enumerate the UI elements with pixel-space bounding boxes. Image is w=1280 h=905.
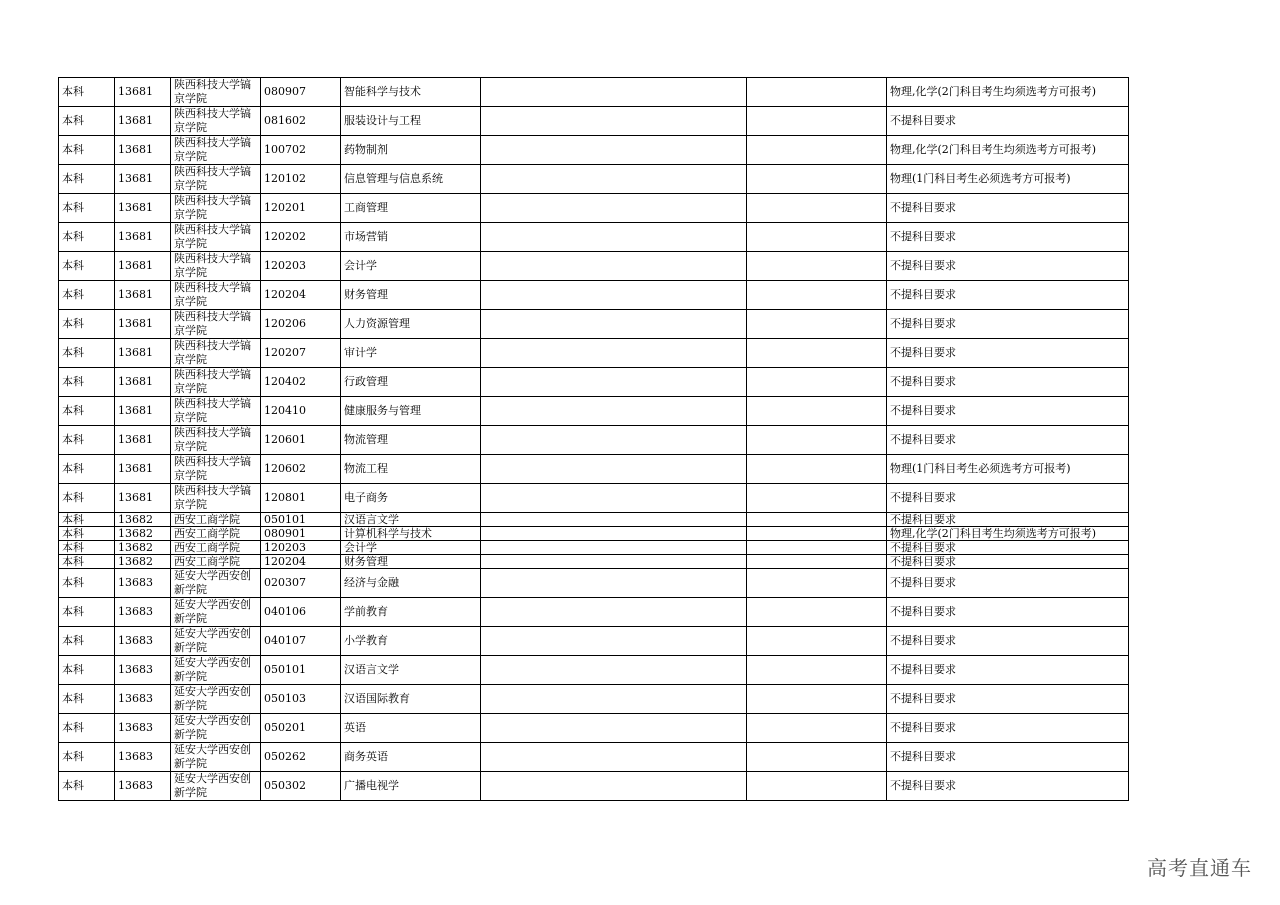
school-code-cell: 13681: [115, 194, 171, 223]
subject-requirement-cell: 不提科目要求: [887, 513, 1129, 527]
subject-requirement-cell: 不提科目要求: [887, 569, 1129, 598]
school-code-cell: 13681: [115, 310, 171, 339]
major-code-cell: 020307: [261, 569, 341, 598]
subject-requirement-cell: 不提科目要求: [887, 685, 1129, 714]
note-cell: [747, 772, 887, 801]
remark-cell: [481, 569, 747, 598]
note-cell: [747, 136, 887, 165]
note-cell: [747, 78, 887, 107]
school-name-cell: 陕西科技大学镐京学院: [171, 194, 261, 223]
note-cell: [747, 598, 887, 627]
major-name-cell: 药物制剂: [341, 136, 481, 165]
school-name-cell: 陕西科技大学镐京学院: [171, 78, 261, 107]
major-name-cell: 计算机科学与技术: [341, 527, 481, 541]
table-row: [59, 569, 1129, 598]
note-cell: [747, 281, 887, 310]
table-row: [59, 426, 1129, 455]
major-name-cell: 学前教育: [341, 598, 481, 627]
subject-requirement-cell: 不提科目要求: [887, 194, 1129, 223]
table-row: [59, 527, 1129, 541]
school-name-cell: 西安工商学院: [171, 527, 261, 541]
school-code-cell: 13683: [115, 714, 171, 743]
table-row: [59, 627, 1129, 656]
table-row: [59, 194, 1129, 223]
remark-cell: [481, 772, 747, 801]
major-name-cell: 智能科学与技术: [341, 78, 481, 107]
remark-cell: [481, 527, 747, 541]
level-cell: 本科: [59, 569, 115, 598]
table-row: [59, 339, 1129, 368]
school-code-cell: 13681: [115, 223, 171, 252]
major-name-cell: 会计学: [341, 252, 481, 281]
remark-cell: [481, 627, 747, 656]
level-cell: 本科: [59, 78, 115, 107]
major-name-cell: 行政管理: [341, 368, 481, 397]
note-cell: [747, 569, 887, 598]
major-code-cell: 050302: [261, 772, 341, 801]
remark-cell: [481, 78, 747, 107]
subject-requirement-cell: 物理(1门科目考生必须选考方可报考): [887, 455, 1129, 484]
major-name-cell: 汉语国际教育: [341, 685, 481, 714]
level-cell: 本科: [59, 598, 115, 627]
note-cell: [747, 513, 887, 527]
major-name-cell: 物流工程: [341, 455, 481, 484]
school-name-cell: 陕西科技大学镐京学院: [171, 484, 261, 513]
note-cell: [747, 339, 887, 368]
school-code-cell: 13681: [115, 455, 171, 484]
school-name-cell: 陕西科技大学镐京学院: [171, 165, 261, 194]
subject-requirement-cell: 物理,化学(2门科目考生均须选考方可报考): [887, 527, 1129, 541]
major-name-cell: 服装设计与工程: [341, 107, 481, 136]
school-name-cell: 延安大学西安创新学院: [171, 656, 261, 685]
remark-cell: [481, 339, 747, 368]
level-cell: 本科: [59, 513, 115, 527]
school-name-cell: 陕西科技大学镐京学院: [171, 107, 261, 136]
major-code-cell: 080901: [261, 527, 341, 541]
remark-cell: [481, 685, 747, 714]
major-name-cell: 财务管理: [341, 555, 481, 569]
major-name-cell: 汉语言文学: [341, 656, 481, 685]
remark-cell: [481, 165, 747, 194]
remark-cell: [481, 714, 747, 743]
major-name-cell: 电子商务: [341, 484, 481, 513]
major-name-cell: 审计学: [341, 339, 481, 368]
remark-cell: [481, 310, 747, 339]
level-cell: 本科: [59, 555, 115, 569]
school-name-cell: 陕西科技大学镐京学院: [171, 339, 261, 368]
major-code-cell: 120203: [261, 252, 341, 281]
remark-cell: [481, 656, 747, 685]
major-code-cell: 120602: [261, 455, 341, 484]
subject-requirement-cell: 不提科目要求: [887, 772, 1129, 801]
level-cell: 本科: [59, 339, 115, 368]
table-row: [59, 513, 1129, 527]
school-name-cell: 延安大学西安创新学院: [171, 627, 261, 656]
level-cell: 本科: [59, 107, 115, 136]
major-code-cell: 050103: [261, 685, 341, 714]
school-code-cell: 13681: [115, 281, 171, 310]
subject-requirement-cell: 不提科目要求: [887, 252, 1129, 281]
major-name-cell: 广播电视学: [341, 772, 481, 801]
school-name-cell: 陕西科技大学镐京学院: [171, 368, 261, 397]
major-code-cell: 100702: [261, 136, 341, 165]
subject-requirement-cell: 不提科目要求: [887, 426, 1129, 455]
school-name-cell: 西安工商学院: [171, 513, 261, 527]
remark-cell: [481, 136, 747, 165]
school-name-cell: 西安工商学院: [171, 555, 261, 569]
school-name-cell: 陕西科技大学镐京学院: [171, 397, 261, 426]
level-cell: 本科: [59, 194, 115, 223]
major-name-cell: 信息管理与信息系统: [341, 165, 481, 194]
table-row: [59, 252, 1129, 281]
subject-requirement-cell: 不提科目要求: [887, 310, 1129, 339]
level-cell: 本科: [59, 281, 115, 310]
note-cell: [747, 107, 887, 136]
major-code-cell: 081602: [261, 107, 341, 136]
table-row: [59, 743, 1129, 772]
school-code-cell: 13681: [115, 484, 171, 513]
subject-requirement-cell: 不提科目要求: [887, 107, 1129, 136]
note-cell: [747, 223, 887, 252]
major-code-cell: 120601: [261, 426, 341, 455]
school-code-cell: 13682: [115, 513, 171, 527]
note-cell: [747, 455, 887, 484]
level-cell: 本科: [59, 743, 115, 772]
level-cell: 本科: [59, 136, 115, 165]
level-cell: 本科: [59, 397, 115, 426]
table-row: [59, 78, 1129, 107]
table-row: [59, 541, 1129, 555]
major-name-cell: 健康服务与管理: [341, 397, 481, 426]
major-name-cell: 小学教育: [341, 627, 481, 656]
table-row: [59, 223, 1129, 252]
watermark-text: 高考直通车: [1147, 856, 1252, 880]
major-code-cell: 120206: [261, 310, 341, 339]
level-cell: 本科: [59, 310, 115, 339]
major-code-cell: 120402: [261, 368, 341, 397]
school-code-cell: 13683: [115, 743, 171, 772]
table-row: [59, 685, 1129, 714]
subject-requirement-cell: 不提科目要求: [887, 743, 1129, 772]
note-cell: [747, 656, 887, 685]
major-code-cell: 120410: [261, 397, 341, 426]
note-cell: [747, 252, 887, 281]
remark-cell: [481, 484, 747, 513]
note-cell: [747, 743, 887, 772]
school-name-cell: 延安大学西安创新学院: [171, 714, 261, 743]
remark-cell: [481, 397, 747, 426]
school-code-cell: 13683: [115, 598, 171, 627]
major-name-cell: 汉语言文学: [341, 513, 481, 527]
level-cell: 本科: [59, 627, 115, 656]
school-code-cell: 13681: [115, 426, 171, 455]
major-name-cell: 英语: [341, 714, 481, 743]
note-cell: [747, 310, 887, 339]
remark-cell: [481, 107, 747, 136]
note-cell: [747, 685, 887, 714]
note-cell: [747, 368, 887, 397]
major-code-cell: 120102: [261, 165, 341, 194]
school-name-cell: 陕西科技大学镐京学院: [171, 223, 261, 252]
school-code-cell: 13681: [115, 397, 171, 426]
level-cell: 本科: [59, 455, 115, 484]
note-cell: [747, 426, 887, 455]
major-name-cell: 经济与金融: [341, 569, 481, 598]
level-cell: 本科: [59, 223, 115, 252]
subject-requirement-cell: 不提科目要求: [887, 368, 1129, 397]
note-cell: [747, 484, 887, 513]
table-row: [59, 555, 1129, 569]
school-code-cell: 13682: [115, 527, 171, 541]
school-code-cell: 13683: [115, 772, 171, 801]
note-cell: [747, 627, 887, 656]
major-code-cell: 050262: [261, 743, 341, 772]
remark-cell: [481, 194, 747, 223]
school-name-cell: 西安工商学院: [171, 541, 261, 555]
major-code-cell: 120801: [261, 484, 341, 513]
major-name-cell: 人力资源管理: [341, 310, 481, 339]
table-row: [59, 136, 1129, 165]
level-cell: 本科: [59, 252, 115, 281]
major-name-cell: 物流管理: [341, 426, 481, 455]
remark-cell: [481, 281, 747, 310]
subject-requirements-table: [58, 77, 1129, 801]
subject-requirement-cell: 不提科目要求: [887, 555, 1129, 569]
major-code-cell: 120201: [261, 194, 341, 223]
school-code-cell: 13681: [115, 165, 171, 194]
subject-requirement-cell: 不提科目要求: [887, 339, 1129, 368]
level-cell: 本科: [59, 714, 115, 743]
subject-requirement-cell: 不提科目要求: [887, 598, 1129, 627]
school-code-cell: 13683: [115, 656, 171, 685]
major-code-cell: 120203: [261, 541, 341, 555]
table-row: [59, 714, 1129, 743]
school-code-cell: 13681: [115, 136, 171, 165]
note-cell: [747, 165, 887, 194]
school-name-cell: 延安大学西安创新学院: [171, 685, 261, 714]
school-name-cell: 陕西科技大学镐京学院: [171, 426, 261, 455]
table-row: [59, 598, 1129, 627]
table-row: [59, 281, 1129, 310]
school-code-cell: 13682: [115, 541, 171, 555]
subject-requirement-cell: 物理,化学(2门科目考生均须选考方可报考): [887, 78, 1129, 107]
school-code-cell: 13681: [115, 368, 171, 397]
remark-cell: [481, 541, 747, 555]
remark-cell: [481, 252, 747, 281]
major-code-cell: 120204: [261, 281, 341, 310]
level-cell: 本科: [59, 165, 115, 194]
subject-requirement-cell: 不提科目要求: [887, 397, 1129, 426]
subject-requirement-cell: 不提科目要求: [887, 627, 1129, 656]
school-name-cell: 延安大学西安创新学院: [171, 598, 261, 627]
major-name-cell: 会计学: [341, 541, 481, 555]
table-row: [59, 107, 1129, 136]
subject-requirement-cell: 不提科目要求: [887, 223, 1129, 252]
remark-cell: [481, 455, 747, 484]
subject-requirement-cell: 不提科目要求: [887, 541, 1129, 555]
school-name-cell: 陕西科技大学镐京学院: [171, 310, 261, 339]
major-code-cell: 040107: [261, 627, 341, 656]
remark-cell: [481, 513, 747, 527]
level-cell: 本科: [59, 685, 115, 714]
school-code-cell: 13681: [115, 78, 171, 107]
table-row: [59, 310, 1129, 339]
note-cell: [747, 397, 887, 426]
note-cell: [747, 714, 887, 743]
school-name-cell: 陕西科技大学镐京学院: [171, 455, 261, 484]
major-name-cell: 工商管理: [341, 194, 481, 223]
school-code-cell: 13681: [115, 339, 171, 368]
school-code-cell: 13681: [115, 252, 171, 281]
level-cell: 本科: [59, 527, 115, 541]
level-cell: 本科: [59, 772, 115, 801]
table-row: [59, 455, 1129, 484]
major-code-cell: 040106: [261, 598, 341, 627]
note-cell: [747, 194, 887, 223]
level-cell: 本科: [59, 426, 115, 455]
subject-requirement-cell: 不提科目要求: [887, 656, 1129, 685]
major-code-cell: 050201: [261, 714, 341, 743]
table-row: [59, 484, 1129, 513]
subject-requirement-cell: 物理(1门科目考生必须选考方可报考): [887, 165, 1129, 194]
major-name-cell: 商务英语: [341, 743, 481, 772]
remark-cell: [481, 743, 747, 772]
subject-requirement-cell: 不提科目要求: [887, 714, 1129, 743]
subject-requirement-cell: 物理,化学(2门科目考生均须选考方可报考): [887, 136, 1129, 165]
major-code-cell: 120204: [261, 555, 341, 569]
remark-cell: [481, 555, 747, 569]
level-cell: 本科: [59, 541, 115, 555]
major-name-cell: 财务管理: [341, 281, 481, 310]
table-row: [59, 772, 1129, 801]
table-row: [59, 656, 1129, 685]
remark-cell: [481, 598, 747, 627]
school-name-cell: 延安大学西安创新学院: [171, 743, 261, 772]
remark-cell: [481, 223, 747, 252]
note-cell: [747, 541, 887, 555]
level-cell: 本科: [59, 484, 115, 513]
school-code-cell: 13681: [115, 107, 171, 136]
major-name-cell: 市场营销: [341, 223, 481, 252]
subject-requirement-cell: 不提科目要求: [887, 484, 1129, 513]
level-cell: 本科: [59, 656, 115, 685]
school-name-cell: 陕西科技大学镐京学院: [171, 252, 261, 281]
school-name-cell: 陕西科技大学镐京学院: [171, 136, 261, 165]
school-code-cell: 13682: [115, 555, 171, 569]
note-cell: [747, 555, 887, 569]
major-code-cell: 080907: [261, 78, 341, 107]
major-code-cell: 120202: [261, 223, 341, 252]
note-cell: [747, 527, 887, 541]
table-row: [59, 397, 1129, 426]
school-name-cell: 延安大学西安创新学院: [171, 772, 261, 801]
table-row: [59, 165, 1129, 194]
major-code-cell: 120207: [261, 339, 341, 368]
school-code-cell: 13683: [115, 685, 171, 714]
school-code-cell: 13683: [115, 627, 171, 656]
remark-cell: [481, 426, 747, 455]
school-name-cell: 延安大学西安创新学院: [171, 569, 261, 598]
table-row: [59, 368, 1129, 397]
remark-cell: [481, 368, 747, 397]
major-code-cell: 050101: [261, 513, 341, 527]
school-code-cell: 13683: [115, 569, 171, 598]
level-cell: 本科: [59, 368, 115, 397]
subject-requirement-cell: 不提科目要求: [887, 281, 1129, 310]
school-name-cell: 陕西科技大学镐京学院: [171, 281, 261, 310]
major-code-cell: 050101: [261, 656, 341, 685]
